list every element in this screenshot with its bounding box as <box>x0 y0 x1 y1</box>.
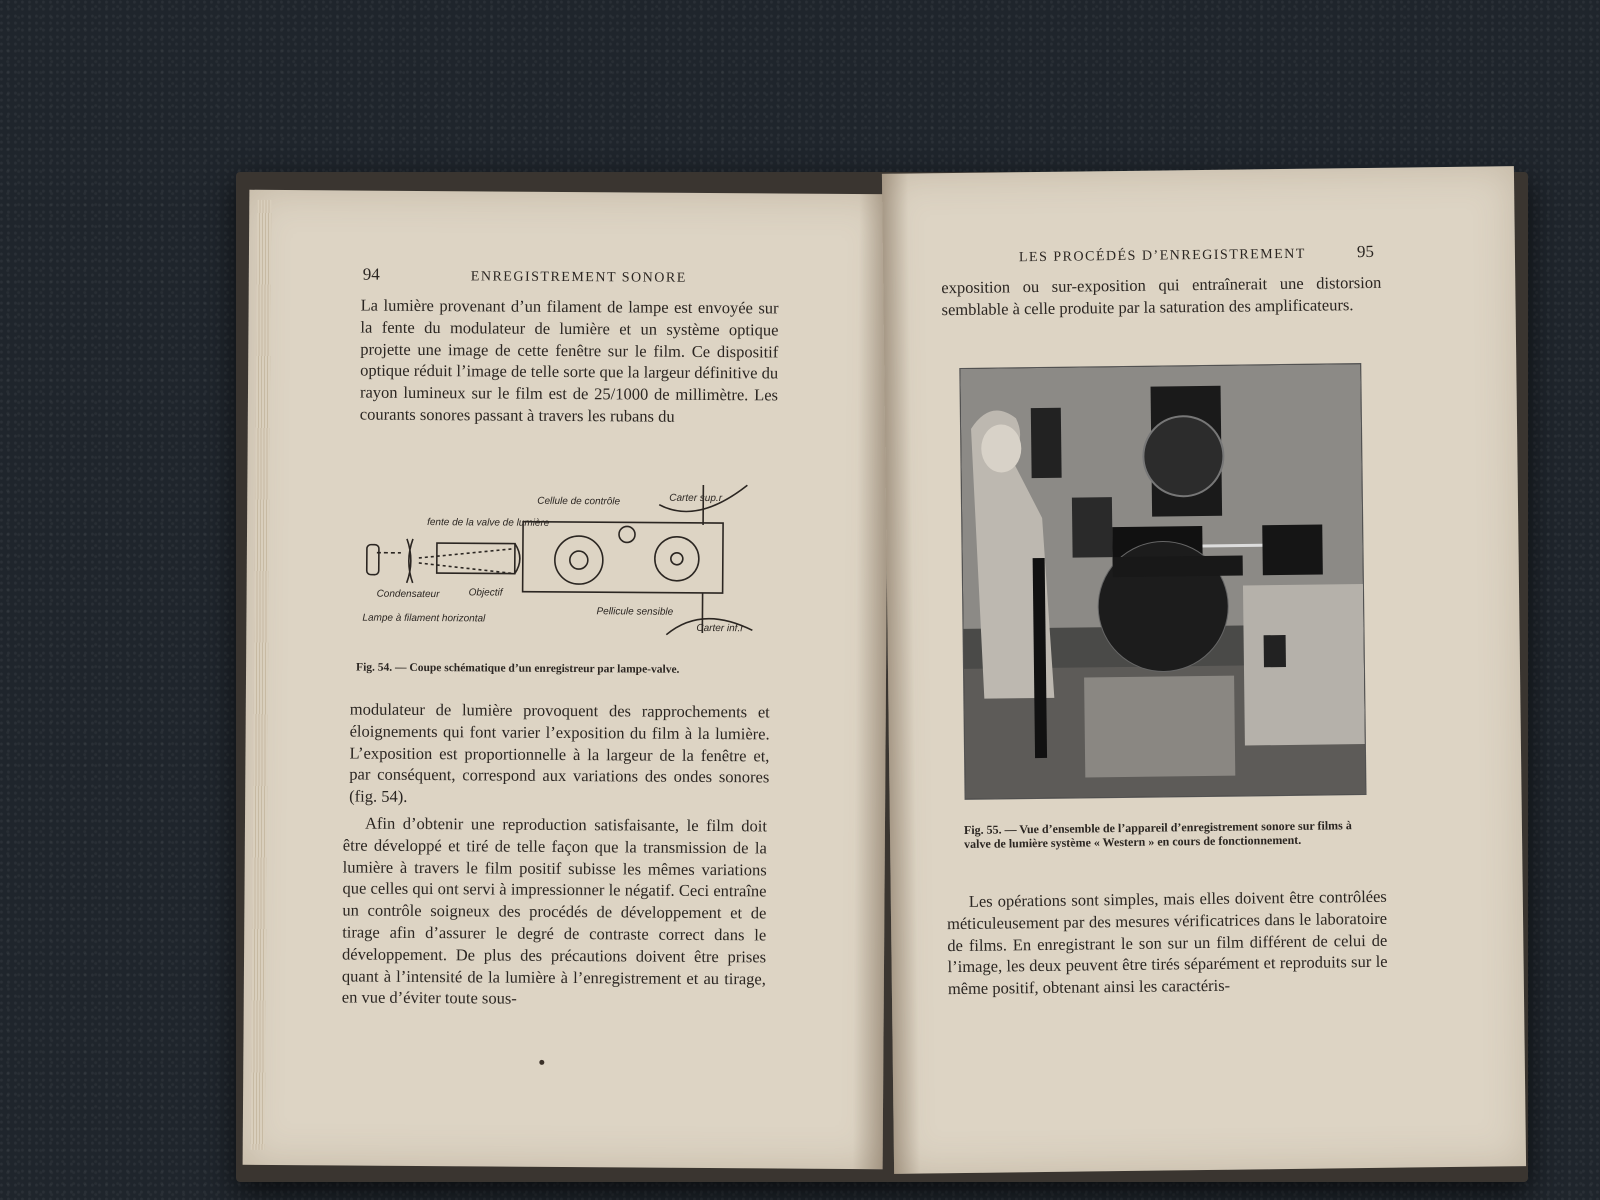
figure-55-caption: Fig. 55. — Vue d’ensemble de l’appareil d’enregistrement sonore sur films à valve de lumière système « Western » en cours de fonctionnement. <box>963 818 1352 851</box>
recorder-diagram <box>356 463 777 646</box>
recorder-housing <box>523 522 723 593</box>
label-carter-inf: Carter inf.r <box>696 622 744 635</box>
right-page <box>882 166 1526 1174</box>
running-head-left: ENREGISTREMENT SONORE <box>470 269 687 286</box>
label-condensateur: Condensateur <box>376 588 440 601</box>
label-lampe: Lampe à filament horizontal <box>362 612 486 625</box>
ink-spot <box>539 1060 544 1065</box>
light-valve-slit <box>437 543 515 574</box>
motor <box>1262 525 1323 576</box>
label-fente: fente de la valve de lumière <box>427 517 550 529</box>
control-cell-drum <box>555 536 603 584</box>
paragraph-bottom-left: Afin d’obtenir une reproduction satisfaisante, le film doit être développé et tiré de telle façon que la transmission de la lumière à travers le film positif subisse les mêmes variations que celles qui ont servi à impressionner le négatif. Ceci entraîne un contrôle soigneux des procédés de développement et de tirage afin d’assurer le degré de contraste correct dans le développement. De plus des précautions doivent être prises quant à l’intensité de la lumière à l’enregistrement et au tirage, en vue d’éviter toute sous- <box>341 813 768 1009</box>
condenser-lens <box>407 539 413 583</box>
running-head-right: LES PROCÉDÉS D’ENREGISTREMENT <box>1018 246 1306 266</box>
figure-54-caption: Fig. 54. — Coupe schématique d’un enregistreur par lampe-valve. <box>356 661 680 676</box>
sprocket-drum <box>655 537 699 581</box>
lamp-filament <box>367 545 379 575</box>
left-page <box>243 190 890 1169</box>
paragraph-middle-left: modulateur de lumière provoquent des rapprochements et éloignements qui font varier l’exposition du film à la lumière. L’exposition est proportionnelle à la largeur de la fenêtre et, par conséquent, correspond aux variations des ondes sonores (fig. 54). <box>349 699 770 807</box>
label-carter-sup: Carter sup.r <box>669 492 723 505</box>
label-objectif: Objectif <box>468 587 503 599</box>
figure-55-photograph <box>960 364 1365 799</box>
label-cellule: Cellule de contrôle <box>537 495 621 508</box>
paragraph-top-left: La lumière provenant d’un filament de lampe est envoyée sur la fente du modulateur de lumière et un système optique projette une image de cette fenêtre sur le film. Ce dispositif optique réduit l’image de telle sorte que la largeur définitive du rayon lumineux sur le film est de 25/1000 de millimètre. Les courants sonores passant à travers les rubans du <box>359 295 779 426</box>
page-number-left: 94 <box>362 264 380 284</box>
page-edges <box>251 200 272 1150</box>
page-number-right: 95 <box>1356 241 1375 262</box>
paragraph-bottom-right: Les opérations sont simples, mais elles doivent être contrôlées méticuleusement par des mesures vérificatrices dans le laboratoire de films. En enregistrant le son sur un film différent de celui de l’image, les deux peuvent être tirés séparément et reproduits sur le même positif, obtenant ainsi les caractéris- <box>946 886 1388 999</box>
paragraph-top-right: exposition ou sur-exposition qui entraînerait une distorsion semblable à celle produite par la saturation des amplificateurs. <box>941 272 1382 319</box>
label-pellicule: Pellicule sensible <box>596 606 674 618</box>
